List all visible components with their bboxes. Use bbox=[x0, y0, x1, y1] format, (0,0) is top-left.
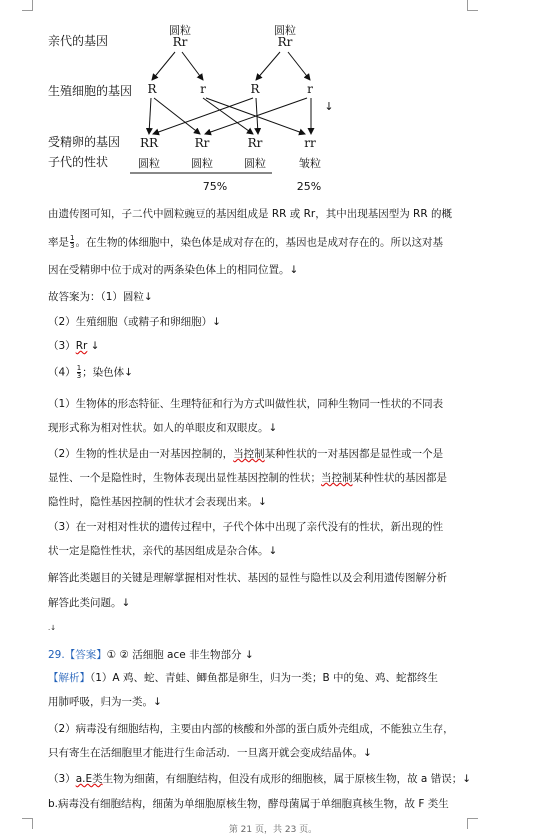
text-seg: ① ② 活细胞 ace 非生物部分 ↓ bbox=[106, 649, 254, 661]
ratio-wrinkled: 25% bbox=[296, 180, 322, 193]
parent-2-trait: 圆粒 bbox=[274, 24, 296, 37]
gamete-3: R bbox=[250, 82, 260, 96]
text-seg-underlined: 当控制 bbox=[233, 448, 265, 460]
text-line bbox=[48, 648, 488, 662]
text-seg-underlined: 当控制 bbox=[321, 472, 353, 484]
text-line: 故答案为：（1）圆粒↓ bbox=[48, 291, 153, 303]
text-line: .↓ bbox=[48, 624, 57, 632]
text-line bbox=[48, 447, 488, 461]
parent-1-genotype: Rr bbox=[172, 35, 188, 49]
zygote-1: RR bbox=[139, 136, 159, 150]
arrow-R2-RR bbox=[153, 98, 253, 134]
text-line: b.病毒没有细胞结构，细菌为单细胞原核生物，酵母菌属于单细胞真核生物，故 F 类生 bbox=[48, 798, 449, 810]
offspring-2-trait: 圆粒 bbox=[191, 157, 213, 170]
offspring-3-trait: 圆粒 bbox=[244, 157, 266, 170]
gamete-2: r bbox=[200, 82, 206, 96]
fraction-num: 1 bbox=[70, 234, 75, 242]
text-seg: 某种性状的基因都是 bbox=[352, 472, 447, 484]
text-line: 解答此类题目的关键是理解掌握相对性状、基因的显性与隐性以及会利用遗传图解分析 bbox=[48, 572, 447, 584]
text-line: （3）在一对相对性状的遗传过程中，子代个体中出现了亲代没有的性状，新出现的性 bbox=[48, 521, 444, 533]
text-seg: 。在生物的体细胞中，染色体是成对存在的，基因也是成对存在的。所以这对基 bbox=[75, 236, 443, 249]
answer-heading: 29.【答案】 bbox=[48, 649, 107, 661]
offspring-1-trait: 圆粒 bbox=[138, 157, 160, 170]
parent-1-trait: 圆粒 bbox=[169, 24, 191, 37]
text-line: 由遗传图可知，子二代中圆粒豌豆的基因组成是 RR 或 Rr，其中出现基因型为 RR 的概 bbox=[48, 208, 452, 220]
text-line: （1）生物体的形态特征、生理特征和行为方式叫做性状，同种生物同一性状的不同表 bbox=[48, 398, 444, 410]
text-seg-underlined: a.E类 bbox=[75, 773, 103, 785]
text-seg-underlined: Rr bbox=[75, 340, 88, 352]
text-line bbox=[48, 671, 488, 685]
arrow-r1-Rr bbox=[203, 98, 253, 134]
return-mark: ↓ bbox=[324, 100, 334, 113]
ratio-round: 75% bbox=[202, 180, 228, 193]
text-line: 用肺呼吸，归为一类。↓ bbox=[48, 696, 162, 708]
text-line: 现形式称为相对性状。如人的单眼皮和双眼皮。↓ bbox=[48, 422, 278, 434]
text-line bbox=[48, 235, 488, 250]
arrow-p1-to-r bbox=[182, 52, 203, 80]
arrow-R1-RR bbox=[149, 98, 151, 134]
text-line bbox=[48, 772, 488, 786]
label-offspring-traits: 子代的性状 bbox=[48, 155, 109, 169]
text-seg: 生物为细菌，有细胞结构，但没有成形的细胞核，属于原核生物，故 a 错误；↓ bbox=[102, 773, 471, 785]
text-seg: 率是 bbox=[48, 236, 69, 249]
label-parent-genes: 亲代的基因 bbox=[48, 34, 109, 48]
text-seg: （4） bbox=[48, 366, 76, 379]
text-seg: ↓ bbox=[87, 340, 100, 352]
text-line: 因在受精卵中位于成对的两条染色体上的相同位置。↓ bbox=[48, 264, 299, 276]
arrow-p2-to-R bbox=[256, 52, 280, 80]
text-seg: 显性、一个是隐性时，生物体表现出显性基因控制的性状； bbox=[48, 472, 321, 484]
text-seg: （3） bbox=[48, 773, 76, 785]
text-seg: ；染色体↓ bbox=[82, 366, 133, 379]
text-seg: （2）生物的性状是由一对基因控制的， bbox=[48, 448, 234, 460]
text-line: （2）生殖细胞（或精子和卵细胞）↓ bbox=[48, 316, 221, 328]
cross-arrows bbox=[0, 0, 546, 200]
parent-2-genotype: Rr bbox=[277, 35, 293, 49]
text-seg: （3） bbox=[48, 340, 76, 352]
zygote-3: Rr bbox=[247, 136, 263, 150]
page-footer: 第 21 页，共 23 页。 bbox=[228, 825, 318, 835]
arrow-p1-to-R bbox=[152, 52, 175, 80]
offspring-4-trait: 皱粒 bbox=[299, 157, 321, 170]
label-gamete-genes: 生殖细胞的基因 bbox=[48, 84, 133, 98]
text-line: （2）病毒没有细胞结构，主要由内部的核酸和外部的蛋白质外壳组成，不能独立生存， bbox=[48, 723, 454, 735]
text-line: 只有寄生在活细胞里才能进行生命活动．一旦离开就会变成结晶体。↓ bbox=[48, 747, 372, 759]
arrow-p2-to-r bbox=[288, 52, 310, 80]
fraction-den: 3 bbox=[76, 372, 82, 380]
fraction-one-third bbox=[70, 235, 74, 250]
text-line bbox=[48, 339, 488, 353]
text-line: 解答此类问题。↓ bbox=[48, 597, 131, 609]
text-line bbox=[48, 471, 488, 485]
text-seg: （1）A 鸡、蛇、青蛙、鲫鱼都是卵生，归为一类；B 中的兔、鸡、蛇都终生 bbox=[90, 672, 438, 684]
text-line bbox=[48, 365, 488, 380]
text-line: 状一定是隐性性状，亲代的基因组成是杂合体。↓ bbox=[48, 545, 278, 557]
text-line: 隐性时，隐性基因控制的性状才会表现出来。↓ bbox=[48, 496, 267, 508]
analysis-heading: 【解析】 bbox=[48, 672, 90, 684]
gamete-4: r bbox=[307, 82, 313, 96]
gamete-1: R bbox=[147, 82, 157, 96]
text-seg: 某种性状的一对基因都是显性或一个是 bbox=[264, 448, 444, 460]
fraction-den: 3 bbox=[70, 242, 75, 250]
label-zygote-genes: 受精卵的基因 bbox=[48, 135, 121, 149]
zygote-2: Rr bbox=[194, 136, 210, 150]
zygote-4: rr bbox=[304, 136, 316, 150]
fraction-one-third bbox=[77, 365, 81, 380]
arrow-R1-Rr bbox=[154, 98, 200, 134]
fraction-num: 1 bbox=[76, 364, 82, 372]
